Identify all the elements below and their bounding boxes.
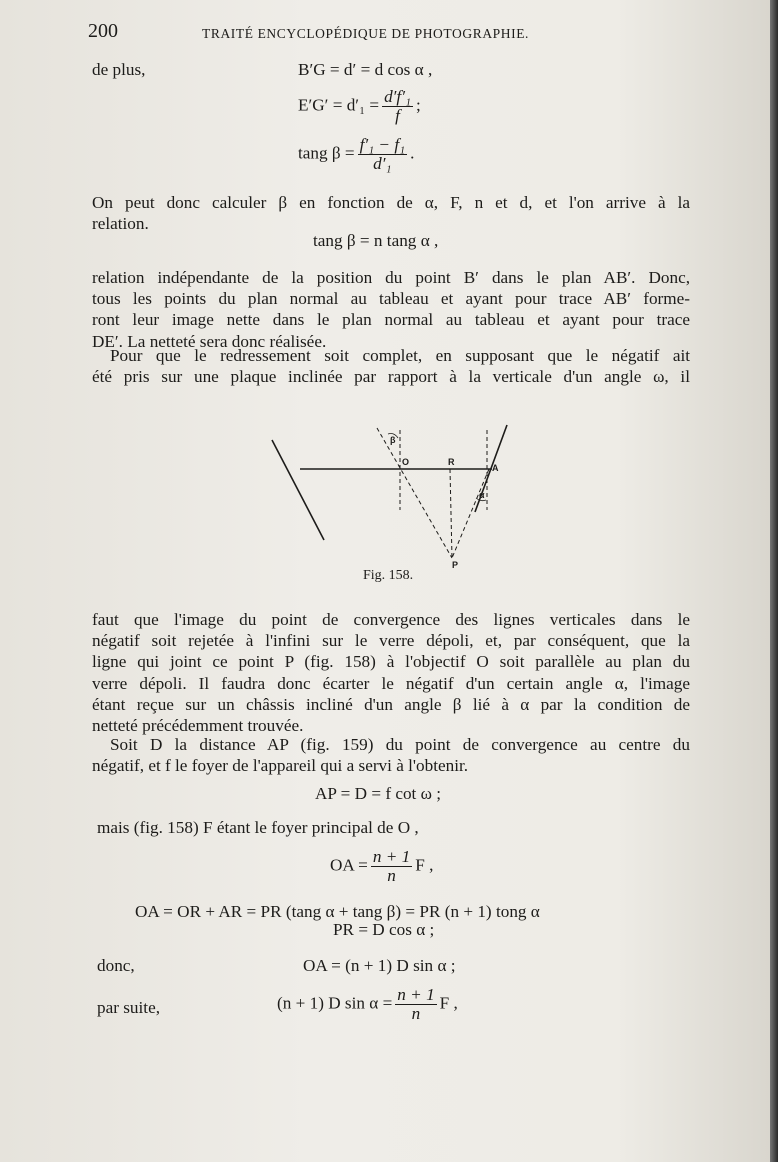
equation-bg: B′G = d′ = d cos α , — [298, 60, 433, 79]
text-line: netteté précédemment trouvée. — [92, 715, 304, 735]
fraction-numerator: f′₁ − f₁ — [359, 135, 406, 154]
page-number: 200 — [88, 20, 118, 42]
text-line: faut que l'image du point de convergence des lignes verticales dans le — [92, 610, 690, 629]
equation-ap: AP = D = f cot ω ; — [315, 784, 442, 803]
fraction-denominator: n — [411, 1004, 421, 1023]
left-plate-line — [272, 440, 324, 540]
label-p: P — [452, 560, 459, 570]
equation-end: ; — [415, 95, 421, 115]
label-beta: β — [390, 435, 396, 445]
equation-pr: PR = D cos α ; — [333, 920, 435, 939]
fraction-denominator: d′₁ — [373, 154, 392, 173]
text-line: Pour que le redressement soit complet, en supposant que le négatif ait — [110, 346, 690, 365]
equation-end: F , — [439, 993, 458, 1013]
equation-relation: tang β = n tang α , — [313, 231, 439, 250]
paragraph-1 — [92, 192, 690, 234]
label-de-plus: de plus, — [92, 60, 146, 79]
equation-lhs: (n + 1) D sin α = — [277, 993, 393, 1013]
label-alpha: α — [479, 490, 485, 500]
equation-par-suite — [277, 986, 458, 1023]
fraction-denominator: n — [387, 866, 396, 885]
running-title: TRAITÉ ENCYCLOPÉDIQUE DE PHOTOGRAPHIE. — [202, 26, 530, 41]
label-r: R — [448, 457, 455, 467]
text-line: relation. — [92, 214, 149, 234]
paragraph-3 — [92, 345, 690, 387]
equation-tang-lhs: tang β = — [298, 143, 355, 163]
text-line: DE′. La netteté sera donc réalisée. — [92, 331, 327, 351]
text-line: négatif, et f le foyer de l'appareil qui a servi à l'obtenir. — [92, 756, 469, 776]
equation-eg — [298, 88, 421, 125]
label-donc: donc, — [97, 956, 135, 975]
dashed-line-r-to-p — [450, 469, 452, 558]
fraction — [371, 848, 412, 885]
fraction-numerator: n + 1 — [372, 847, 411, 866]
dashed-line-a-to-p — [452, 469, 489, 558]
figure-158-diagram — [270, 420, 520, 570]
text-line: verre dépoli. Il faudra donc écarter le négatif d'un certain angle α, l'image — [92, 673, 690, 693]
text-line: ligne qui joint ce point P (fig. 158) à l'objectif O soit parallèle au plan du — [92, 652, 690, 672]
paragraph-4 — [92, 609, 690, 736]
figure-caption: Fig. 158. — [363, 568, 414, 583]
page-edge-shadow — [770, 0, 778, 1162]
equation-donc: OA = (n + 1) D sin α ; — [303, 956, 456, 975]
text-line: Soit D la distance AP (fig. 159) du point de convergence au centre du — [110, 735, 690, 754]
fraction-numerator: n + 1 — [397, 985, 435, 1004]
paragraph-5 — [92, 734, 690, 776]
label-o: O — [402, 457, 410, 467]
text-line: tous les points du plan normal au tableau et ayant pour trace AB′ forme- — [92, 289, 690, 309]
text-line: ront leur image nette dans le plan normal au tableau et ayant pour trace — [92, 310, 690, 330]
equation-oa-1 — [330, 848, 433, 885]
fraction-denominator: f — [395, 106, 400, 125]
equation-lhs: OA = — [330, 855, 368, 875]
mais-line: mais (fig. 158) F étant le foyer principal de O , — [97, 818, 419, 837]
fraction — [358, 136, 407, 173]
text-line: étant reçue sur un châssis incliné d'un angle β lié à α par la condition de — [92, 694, 690, 714]
text-line: relation indépendante de la position du point B′ dans le plan AB′. Donc, — [92, 268, 690, 287]
label-a: A — [492, 463, 499, 473]
fraction — [382, 88, 413, 125]
equation-end: . — [410, 143, 415, 163]
equation-end: F , — [415, 855, 434, 875]
text-line: négatif soit rejetée à l'infini sur le verre dépoli, et, par conséquent, que la — [92, 631, 690, 651]
fraction-numerator: d′f′₁ — [384, 87, 411, 106]
equation-eg-lhs: E′G′ = d′₁ = — [298, 95, 380, 115]
fraction — [395, 986, 436, 1023]
dashed-line-o-to-p — [377, 428, 452, 558]
label-par-suite: par suite, — [97, 998, 161, 1017]
equation-oa-2: OA = OR + AR = PR (tang α + tang β) = PR (n + 1) tong α — [135, 902, 540, 921]
text-line: été pris sur une plaque inclinée par rapport à la verticale d'un angle ω, il — [92, 367, 690, 387]
text-line: On peut donc calculer β en fonction de α, F, n et d, et l'on arrive à la — [92, 193, 690, 212]
equation-tang-beta — [298, 136, 414, 173]
paragraph-2 — [92, 267, 690, 352]
